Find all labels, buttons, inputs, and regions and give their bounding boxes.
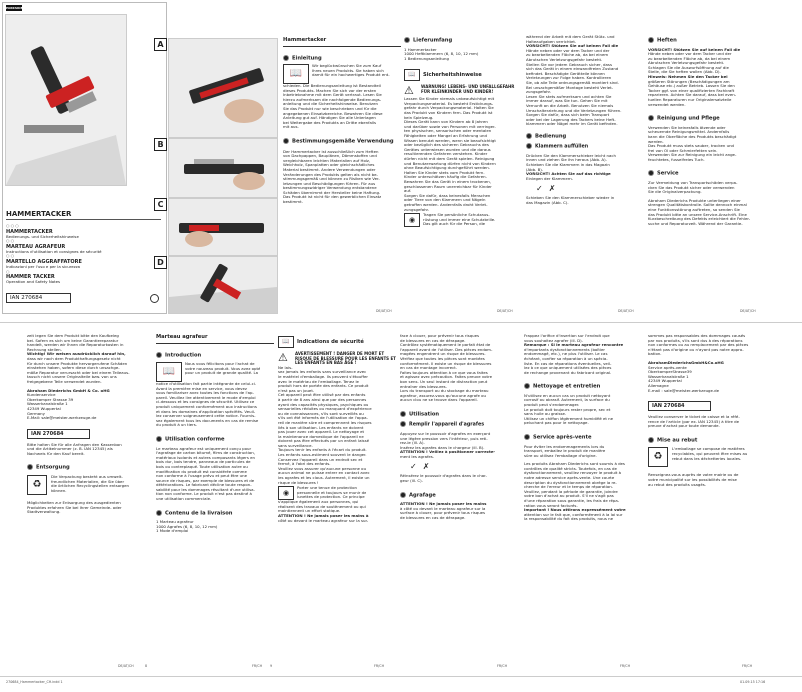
utilisation-heading: Utilisation bbox=[400, 411, 518, 418]
info-book-icon: 📖 bbox=[404, 69, 420, 81]
tr-lieferumfang-heading: Lieferumfang bbox=[404, 37, 522, 44]
tr-sicherheit-heading: 📖 Sicherheitshinweise bbox=[404, 69, 522, 81]
ian-box: IAN 270684 bbox=[27, 429, 90, 439]
figure-a-photo bbox=[168, 38, 278, 138]
tr-bestimmung-heading: Bestimmungsgemäße Verwendung bbox=[283, 138, 401, 145]
cover-block-title: MARTELLO AGGRAFFATORE bbox=[6, 258, 82, 265]
figure-c-illustration bbox=[169, 199, 277, 255]
cover-title: HAMMERTACKER bbox=[6, 210, 72, 218]
utilisation-heading: Utilisation conforme bbox=[156, 436, 274, 443]
product-photo-overview bbox=[5, 14, 127, 186]
page-footer: FR/CH bbox=[742, 664, 753, 668]
tr-heften-heading: Heften bbox=[648, 37, 766, 44]
cover-block-sub: Instructions d'utilisation et consignes de sécurité bbox=[6, 249, 102, 254]
ian-box: IAN 270684 bbox=[648, 401, 711, 411]
indications-heading: 📖 Indications de sécurité bbox=[278, 336, 396, 348]
page-footer: DE/AT/CH bbox=[497, 309, 513, 313]
bottom-col5: Frappez l'orifice d'insertion sur l'endroit que vous souhaitez agrafer (ill. D). Remarque : Si le marteau agrafeur rencontre d'importants dysfonctionnements (boîtier endommagé, etc.), ne plus l'utiliser. Le cas échéant, confier sa réparation à un spécia- liste. En cas de réparations éventuelles, veil- lez à ce que uniquement utilisées des pièces de rechange provenant du fabricant original. Nettoyage et entretien N'utilisez en aucun cas un produit nettoyant corrosif ou abrasif. Autrement, la surface du produit peut s'endommager. Le produit doit toujours rester propre, sec et sans huile ou graisse. Utilisez un chiffon légèrement humidifié et ne peluchant pas pour le nettoyage. Service après-vente Pour éviter les endommagements lors du transport, emballez le produit de manière sûre ou utilisez l'emballage d'origine. Les produits Abraham Diederichs sont soumis à des contrôles de qualité stricts. Toutefois, en cas de dysfonctionnement, veuillez renvoyer le produit à notre adresse service après-vente. Une courte description du dysfonctionnement abrège la re- cherche de l'erreur et le temps de réparation. Veuillez, pendant la période de garantie, joindre votre bon d'achat au produit. S'il ne s'agit pas d'une réparation sous garantie, les frais de répa- ration vous seront facturés. Important ! Nous attirons expressément votre attention sur le fait que, conformément à la loi sur la responsabilité du fait des produits, nous ne bbox=[524, 334, 642, 522]
figure-b-illustration bbox=[169, 139, 277, 197]
page-footer: DE/AT/CH bbox=[740, 309, 756, 313]
info-book-icon: 📖 bbox=[283, 64, 309, 84]
page-footer: DE/AT/CH bbox=[618, 309, 634, 313]
figure-label-b: B bbox=[154, 138, 167, 151]
cover-lang-blocks: ○ ○ ○ HAMMERTACKER Bedienungs- und Sicherheitshinweise ○ ○ MARTEAU AGRAFEUR Instructions d'utilisation et consignes de sécurité ○ ○ MARTELLO AGGRAFFATORE Indicazioni per l'uso e per la sicurezza ○ HAMMER TACKER Operation and Safety Notes bbox=[6, 224, 156, 285]
warning-title: AVERTISSEMENT ! DANGER DE MORT ET RISQUE DE BLESSURE POUR LES ENFANTS ET LES ENFANTS EN BAS ÂGE ! bbox=[295, 351, 396, 366]
figure-label-c: C bbox=[154, 198, 167, 211]
nettoyage-heading: Nettoyage et entretien bbox=[524, 383, 642, 390]
remplir-heading: Remplir l'appareil d'agrafes bbox=[400, 421, 518, 428]
page-footer: FR/CH bbox=[497, 664, 508, 668]
cover-block-sub: Bedienungs- und Sicherheitshinweise bbox=[6, 234, 79, 239]
agrafage-heading: Agrafage bbox=[400, 492, 518, 499]
page-number: 9 bbox=[270, 664, 273, 668]
tr-service-heading: Service bbox=[648, 170, 766, 177]
bottom-col1: zeit legen Sie dem Produkt bitte den Kaufbeleg bei. Sofern es sich um keine Garantiereparatur handelt, werden wir Ihnen die Reparaturkosten in Rechnung stellen. Wichtig! Wir weisen ausdrücklich darauf hin, dass wir nach dem Produkthaftungsgesetz nicht für durch unsere Produkte hervorgerufene Schäden einstehen haben, sofern diese durch unsachge- mäße Reparatur verursacht oder bei einem Teileaus- tausch nicht unsere Originalteile bzw. von uns freigegebene Teile verwendet wurden. Abraham Diederichs GmbH & Co. oHG Kundenservice Oberkamper Strasse 39 Wasserkanalstraße 1 42349 Wuppertal Germany E-Mail: sale@meister-werkzeuge.de IAN 270684 Bitte halten Sie für alle Anfragen den Kassenbon und die Artikelnummer (z. B. IAN 12345) als Nachweis für den Kauf bereit. Entsorgung ♻ Die Verpackung besteht aus umwelt- freundlichen Materialien, die Sie über die örtlichen Recyclingstellen entsorgen können. Möglichkeiten zur Entsorgung des ausgedienten Produktes erfahren Sie bei Ihrer Gemeinde- oder Stadtverwaltung. bbox=[27, 334, 145, 515]
tr-col1: Hammertacker Einleitung 📖 Wir beglückwünschen Sie zum Kauf Ihres neuen Produkts. Sie haben sich damit für ein hochwertiges Produkt ent- schieden. Die Bedienungsanleitung ist Bestandteil dieses Produkts. Machen Sie sich vor der ersten Inbetriebnahme mit dem Gerät vertraut. Lesen Sie hierzu aufmerksam die nachfolgende Bedienungs- anleitung und die Sicherheitshinweise. Benutzen Sie das Produkt nur wie beschrieben und für die angegebenen Einsatzbereiche. Bewahren Sie diese Anleitung gut auf. Händigen Sie alle Unterlagen bei Weitergabe des Produkts an Dritte ebenfalls mit aus. Bestimmungsgemäße Verwendung Der Hammertacker ist ausschließlich zum Heften von Dachpappen, Bauplänen, Dämmstoffen und vergleichbaren leichten Materialien auf Holz, Weichholz, Spanplatten oder gleichschädliches Material bestimmt. Andere Verwendungen oder Veränderungen des Produkts gelten als nicht be- stimmungsgemäß und können zu Risiken wie Ver- letzungen und Beschädigungen führen. Für aus bestimmungswidriger Verwendung entstandene Schäden übernimmt der Hersteller keine Haftung. Das Produkt ist nicht für den gewerblichen Einsatz bestimmt. bbox=[283, 37, 401, 205]
cover-block-title: HAMMERTACKER bbox=[6, 228, 53, 235]
printer-slug-right: 01.09.15 17:16 bbox=[740, 680, 766, 684]
cover-ian-box: IAN 270684 bbox=[6, 293, 71, 303]
bottom-col3: 📖 Indications de sécurité ⚠ AVERTISSEMENT ! DANGER DE MORT ET RISQUE DE BLESSURE POUR LES ENFANTS ET LES ENFANTS EN BAS ÂGE ! Ne lais- sez jamais les enfants sans surveillance avec le matériel d'emballage. Ils peuvent s'étouffer avec le matériau de l'emballage. Tenez le produit hors de portée des enfants. Ce produit n'est pas un jouet. Cet appareil peut être utilisé par des enfants à partir de 8 ans ainsi que par des personnes ayant des capacités physiques, psychiques ou sensorielles réduites ou manquant d'expérience ou de connaissances, s'ils sont surveillés ou s'ils ont été informés de l'utilisation de l'appa- reil de manière sûre et comprennent les risques liés à son utilisation. Les enfants ne doivent pas jouer avec cet appareil. Le nettoyage et la maintenance domestique de l'appareil ne doivent pas être effectués par un enfant laissé sans surveillance. Toujours tenir les enfants à l'écart du produit. Les enfants sous-estiment souvent le danger. Conservez l'appareil dans un endroit sec et fermé, à l'abri des enfants. Veuillez vous assurer qu'aucune personne ou aucun animal ne puisse entrer en contact avec les agrafes et les clous. Autrement, il existe un risque de blessures ! ◉ Porter une tenue de protection personnelle et toujours se munir de lunettes de protection. Ce principe s'applique également aux personnes, qui réalisent des travaux de soutènement ou qui maintiennent un effort statique. ATTENTION ! Ne jamais poser les mains à côté ou devant le marteau agrafeur sur la sur- bbox=[278, 338, 396, 523]
page-footer: FR/CH bbox=[620, 664, 631, 668]
figure-c-photo bbox=[168, 198, 278, 256]
tr-einleitung-heading: Einleitung bbox=[283, 55, 401, 62]
bottom-col6: sommes pas responsables des dommages causés par nos produits, s'ils sont dus à des réparations non conformes ou au remplacement par des pièces n'étant pas d'origine ou n'ayant pas notre appro- bation. AbrahamDiederichsGmbH&Co.oHG Service après-vente OberkamperStrasse39 Wasserkanalstraße 1 42349 Wuppertal Allemagne E-mail : sale@meister-werkzeuge.de IAN 270684 Veuillez conserver le ticket de caisse et la réfé- rence de l'article (par ex. IAN 12345) à titre de preuve d'achat pour toute demande. Mise au rebut ♻ L'emballage se compose de matières recyclables, qui peuvent être mises au rebut dans les déchetteries locales. Renseignez-vous auprès de votre mairie ou de votre municipalité sur les possibilités de mise au rebut des produits usagés. bbox=[648, 334, 766, 487]
figure-label-a: A bbox=[154, 38, 167, 51]
info-book-icon: 📖 bbox=[278, 336, 294, 348]
tr-col4: Heften VORSICHT! Stützen Sie auf keinen Fall die Hände neben oder vor dem Tacker und der zu bearbeitenden Fläche ab, da bei einem Abrutschen Verletzungsgefahr besteht. Schlagen Sie die Auswurfsöffnung auf die Stelle, die Sie heften wollen (Abb. D). Hinweis: Nehmen Sie den Tacker bei größeren Störungen (Beschädigungen am Gehäuse etc.) außer Betrieb. Lassen Sie den Tacker ggf. von einer qualifizierten Fachkraft reparieren. Achten Sie darauf, dass bei even- tuellen Reparaturen nur Originalersatzteile verwendet werden. Reinigung und Pflege Verwenden Sie keinesfalls ätzende oder scheuernde Reinigungsmittel. Andernfalls kann die Oberfläche des Produkts beschädigt werden. Das Produkt muss stets sauber, trocken und frei von Öl oder Schmierfetten sein. Verwenden Sie zur Reinigung ein leicht ange- feuchtetes, fusselfreies Tuch. Service Zur Vermeidung von Transportschäden verpa- cken Sie das Produkt sicher oder verwenden Sie die Originalverpackung. Abraham Diederichs Produkte unterliegen einer strengen Qualitätskontrolle. Sollte dennoch einmal eine Funktionsstörung auftreten, so senden Sie das Produkt bitte an unsere Service-Anschrift. Eine Kurzbeschreibung des Defekts erleichtert die Fehler- suche und Reparaturzeit. Während der Garantie- bbox=[648, 37, 766, 226]
staple-orientation-icons: ✓✗ bbox=[410, 462, 436, 472]
staple-orientation-icons: ✓✗ bbox=[536, 184, 562, 194]
brand-logo: PARKSIDE bbox=[6, 6, 23, 10]
warning-title: WARNUNG! LEBENS- UND UNFALLGEFAHR FÜR KLEINKINDER UND KINDER! bbox=[421, 84, 515, 94]
hammer-tacker-illustration bbox=[6, 15, 126, 185]
figure-label-d: D bbox=[154, 256, 167, 269]
recycling-icon: ♻ bbox=[648, 447, 668, 467]
page-footer: DE/AT/CH bbox=[376, 309, 392, 313]
page-number: 8 bbox=[145, 664, 148, 668]
page-footer: FR/CH bbox=[374, 664, 385, 668]
cover-block-sub: Indicazioni per l'uso e per la sicurezza bbox=[6, 264, 81, 269]
sheet-fold-line bbox=[0, 322, 802, 323]
goggles-icon: ◉ bbox=[404, 213, 420, 227]
tr-col2: Lieferumfang 1 Hammertacker 1000 Heftklammern (6, 8, 10, 12 mm) 1 Bedienungsanleitung 📖 Sicherheitshinweise ⚠ WARNUNG! LEBENS- UND UNFALLGEFAHR FÜR KLEINKINDER UND KINDER! Lassen Sie Kinder niemals unbeaufsichtigt mit Verpackungsmaterial. Es besteht Erstickungs- gefahr durch Verpackungsmaterial. Halten Sie das Produkt von Kindern fern. Das Produkt ist kein Spielzeug. Dieses Gerät kann von Kindern ab 8 Jahren und darüber sowie von Personen mit verringer- ten physischen, sensorischen oder mentalen Fähigkeiten oder Mangel an Erfahrung und Wissen benutzt werden, wenn sie beaufsichtigt oder bezüglich des sicheren Gebrauchs des Gerätes unterwiesen wurden und die daraus resultierenden Gefahren verstehen. Kinder dürfen nicht mit dem Gerät spielen. Reinigung und Benutzerwartung dürfen nicht von Kindern ohne Beaufsichtigung durchgeführt werden. Halten Sie Kinder stets vom Produkt fern. Kinder unterschätzen häufig die Gefahren. Bewahren Sie das Gerät in einem trockenen, geschlossenen Raum unerreichbar für Kinder auf. Sorgen Sie dafür, dass keinesfalls Menschen oder Tiere von den Klammern und Nägeln getroffen werden. Andernfalls droht Verlet- zungsgefahr. ◉ Tragen Sie persönliche Schutzaus- rüstung und immer eine Schutzbrille. Das gilt auch für die Person, die bbox=[404, 37, 522, 227]
tr-klammern-heading: Klammern auffüllen bbox=[526, 143, 644, 150]
introduction-heading: Introduction bbox=[156, 352, 274, 359]
figure-a-illustration bbox=[169, 39, 277, 137]
contenu-heading: Contenu de la livraison bbox=[156, 510, 274, 517]
service-heading: Service après-vente bbox=[524, 434, 642, 441]
goggles-icon: ◉ bbox=[278, 486, 294, 500]
figure-b-photo bbox=[168, 138, 278, 198]
tr-reinigung-heading: Reinigung und Pflege bbox=[648, 115, 766, 122]
figure-d-photo bbox=[168, 256, 278, 314]
cover-block-sub: Operation and Safety Notes bbox=[6, 280, 61, 285]
cover-corner-icon bbox=[150, 294, 159, 303]
recycling-icon: ♻ bbox=[27, 475, 47, 495]
printer-slug-line bbox=[0, 676, 802, 677]
bottom-col2: Marteau agrafeur Introduction 📖 Nous vous félicitons pour l'achat de votre nouveau produit. Vous avez opté pour un produit de grande qualité. La notice d'utilisation fait partie intégrante de celui-ci. Avant la première mise en service, vous devez vous familiariser avec toutes les fonctions de l'ap- pareil. Veuillez lire attentivement le mode d'emploi ci-dessous et les consignes de sécurité. Utilisez ce produit uniquement conformément aux instructions et dans les domaines d'application spécifiés. Veuil- lez conserver soigneusement cette notice. Fournis- sez également tous les documents en cas de remise du produit à un tiers. Utilisation conforme Le marteau agrafeur est uniquement conçu pour l'agrafage de carton bitumé, films de construction, matériaux isolants et autres composants légers en bois dur, bois tendre, panneaux de particules de bois ou contreplaqué. Toute utilisation autre ou modification du produit est considérée comme non conforme à l'usage prévu et peut être une source de risques, par exemple de blessures et de détériorations. Le fabricant décline toute respon- sabilité pour les dommages résultant d'une utilisa- tion non conforme. Le produit n'est pas destiné à une utilisation commerciale. Contenu de la livraison 1 Marteau agrafeur 1000 Agrafes (6, 8, 10, 12 mm) 1 Mode d'emploi bbox=[156, 334, 274, 534]
printer-slug-left: 270684_Hammertacker_CH.indd 1 bbox=[6, 680, 63, 684]
warning-icon: ⚠ bbox=[278, 351, 288, 364]
cover-block-title: MARTEAU AGRAFEUR bbox=[6, 243, 66, 250]
info-book-icon: 📖 bbox=[156, 362, 182, 382]
bottom-col4: face à clouer, pour prévenir tous risques de blessures en cas de dérapage. Contrôlez systématiquement le parfait état de l'appareil avant de l'utiliser. Des pièces endom- magées engendrent un risque de blessures. Vérifiez que toutes les pièces sont montées conformément. Il existe un risque de blessures en cas de montage incorrect. Faites toujours attention à ce que vous faites et agissez avec précaution. Faites preuve votre bon sens. Un seul instant de distraction peut entraîner des blessures. Lors du transport ou du stockage du marteau agrafeur, assurez-vous qu'aucune agrafe ou aucun clou ne se trouve dans l'appareil. Utilisation Remplir l'appareil d'agrafes Appuyez sur le poussoir d'agrafes en exerçant une légère pression vers l'intérieur, puis reti- rez-le (ill. A). Insérez les agrafes dans le chargeur (ill. B). ATTENTION ! Veillez à positionner correcte- ment les agrafes. ✓✗ Réinsérez le poussoir d'agrafes dans le char- geur (ill. C). Agrafage ATTENTION ! Ne jamais poser les mains à côté ou devant le marteau agrafeur sur la surface à clouer, pour prévenir tous risques de blessures en cas de dérapage. bbox=[400, 334, 518, 521]
tr-heading: Hammertacker bbox=[283, 37, 327, 43]
tr-bedienung-heading: Bedienung bbox=[526, 133, 644, 140]
rebut-heading: Mise au rebut bbox=[648, 437, 766, 444]
cover-divider bbox=[6, 219, 161, 220]
tr-col3: während der Arbeit mit dem Gerät Stütz- und Halteaufgaben verrichtet. VORSICHT! Stützen Sie auf keinen Fall die Hände neben oder vor dem Tacker und der zu bearbeitenden Fläche ab, da bei einem Abrutschen Verletzungsgefahr besteht. Stellen Sie vor jedem Gebrauch sicher, dass sich das Gerät in einem einwandfreien Zustand befindet. Beschädigte Gerätteile können Verletzungen zur Folge haben. Kontrollieren Sie, ob alle Teile ordnungsgemäß montiert sind. Bei unsachgemäßer Montage besteht Verlet- zungsgefahr. Lesen Sie stets aufmerksam und achten Sie immer darauf, was Sie tun. Gehen Sie mit Vernunft an die Arbeit. Benutzen Sie niemals Umschalterziehung und die Verletzungen führen. Sorgen Sie dafür, dass sich beim Transport oder bei der Lagerung des Tackers keine Heft- klammern oder Nägel mehr im Gerät befinden. Bedienung Klammern auffüllen Drücken Sie den Klammerschieber leicht nach innen und ziehen Sie ihn heraus (Abb. A). Schieben Sie die Klammern in das Magazin (Abb. B). VORSICHT! Achten Sie auf das richtige Einlegen der Klammern. ✓✗ Schieben Sie den Klammerschieber wieder in das Magazin (Abb. C). bbox=[526, 35, 644, 206]
page-footer: FR/CH bbox=[252, 664, 263, 668]
figure-d-illustration bbox=[169, 257, 277, 313]
page-footer: DE/AT/CH bbox=[118, 664, 134, 668]
entsorgung-heading: Entsorgung bbox=[27, 464, 145, 471]
cover-block-title: HAMMER TACKER bbox=[6, 274, 55, 281]
warning-icon: ⚠ bbox=[404, 84, 414, 98]
